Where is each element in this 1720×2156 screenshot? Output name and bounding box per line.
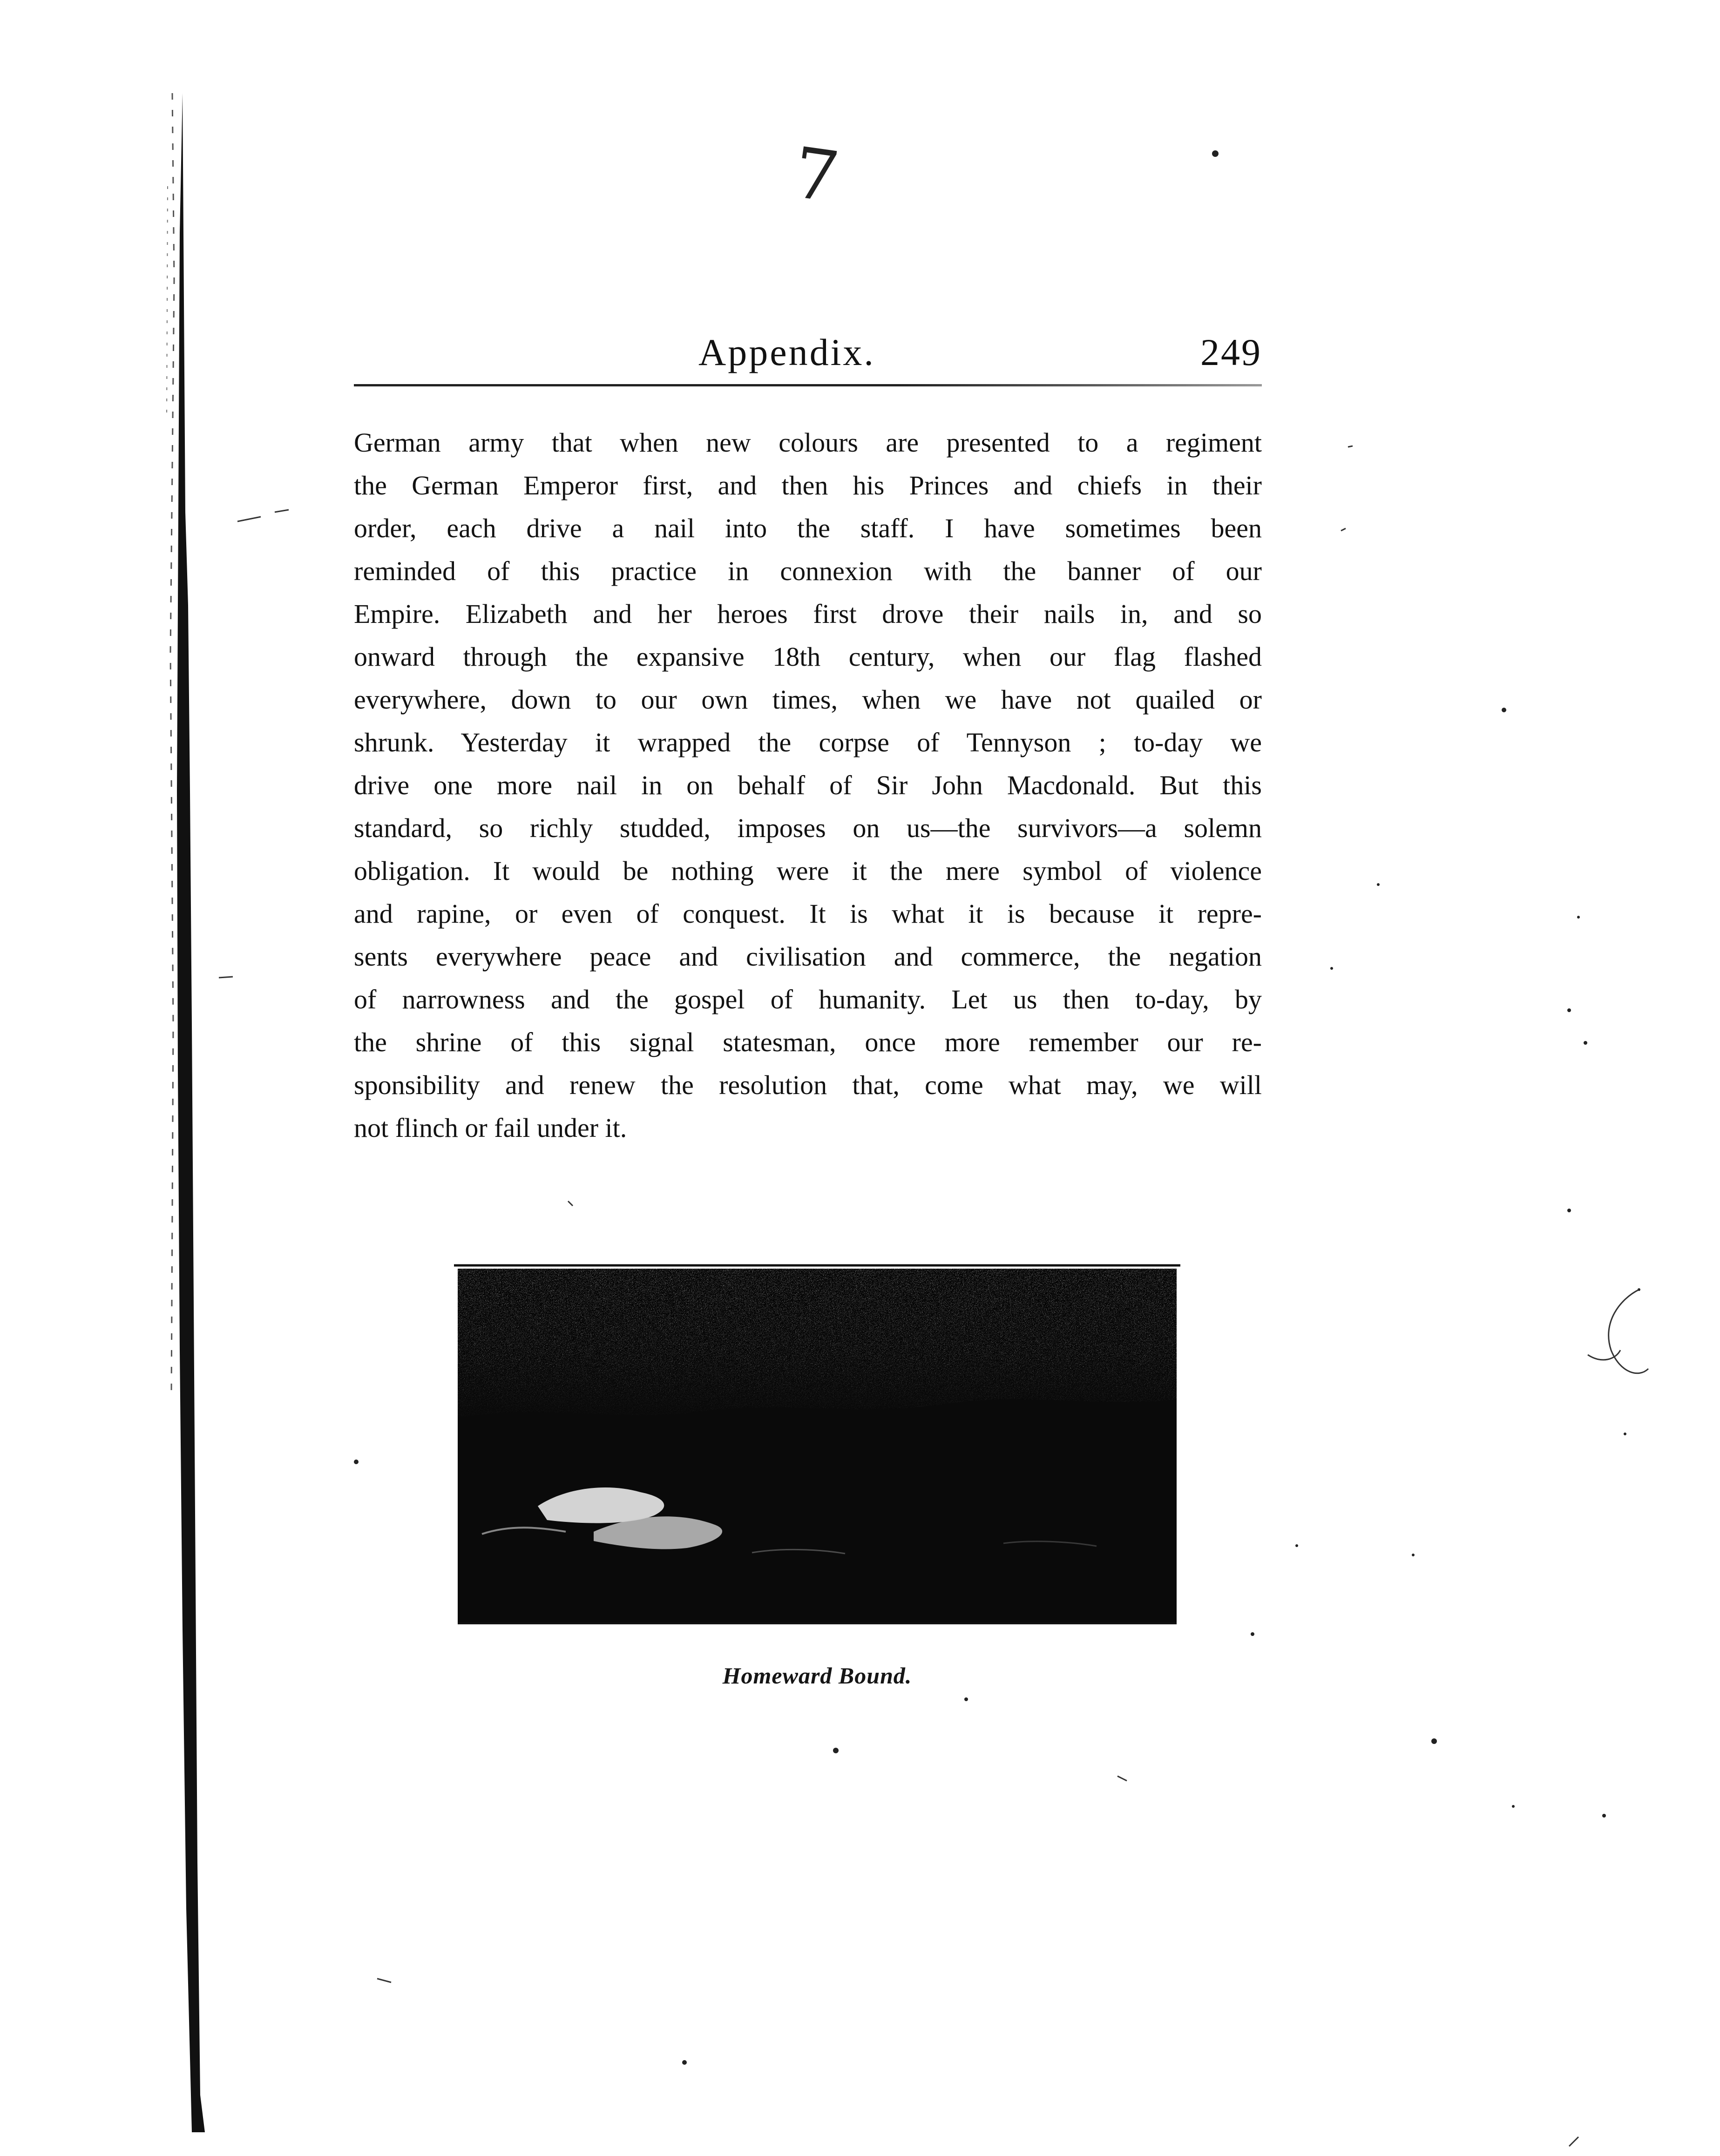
text-line: obligation. It would be nothing were it the mere symbol of violence — [354, 856, 1262, 886]
text-line: the German Emperor first, and then his Princes and chiefs in their — [354, 470, 1262, 500]
text-line: order, each drive a nail into the staff. I have sometimes been — [354, 513, 1262, 543]
text-line: and rapine, or even of conquest. It is what it is because it repre- — [354, 899, 1262, 929]
text-line: of narrowness and the gospel of humanity. Let us then to-day, by — [354, 984, 1262, 1014]
text-line: sponsibility and renew the resolution that, come what may, we will — [354, 1070, 1262, 1100]
text-line: reminded of this practice in connexion with the banner of our — [354, 556, 1262, 586]
text-line: onward through the expansive 18th century, when our flag flashed — [354, 642, 1262, 672]
text-line: the shrine of this signal statesman, once more remember our re- — [354, 1027, 1262, 1057]
page-number: 249 — [1200, 331, 1262, 373]
text-line: sents everywhere peace and civilisation and commerce, the negation — [354, 941, 1262, 972]
text-line: German army that when new colours are presented to a regiment — [354, 427, 1262, 458]
text-line: everywhere, down to our own times, when we have not quailed or — [354, 684, 1262, 715]
text-line: Empire. Elizabeth and her heroes first drove their nails in, and so — [354, 599, 1262, 629]
figure-caption: Homeward Bound. — [722, 1663, 912, 1689]
text-line: shrunk. Yesterday it wrapped the corpse of Tennyson ; to-day we — [354, 727, 1262, 757]
text-line: drive one more nail in on behalf of Sir John Macdonald. But this — [354, 770, 1262, 800]
text-line: standard, so richly studded, imposes on us—the survivors—a solemn — [354, 813, 1262, 843]
text-line: not flinch or fail under it. — [354, 1113, 627, 1143]
handwritten-folio-mark: 7 — [788, 132, 844, 219]
running-title: Appendix. — [698, 331, 875, 373]
